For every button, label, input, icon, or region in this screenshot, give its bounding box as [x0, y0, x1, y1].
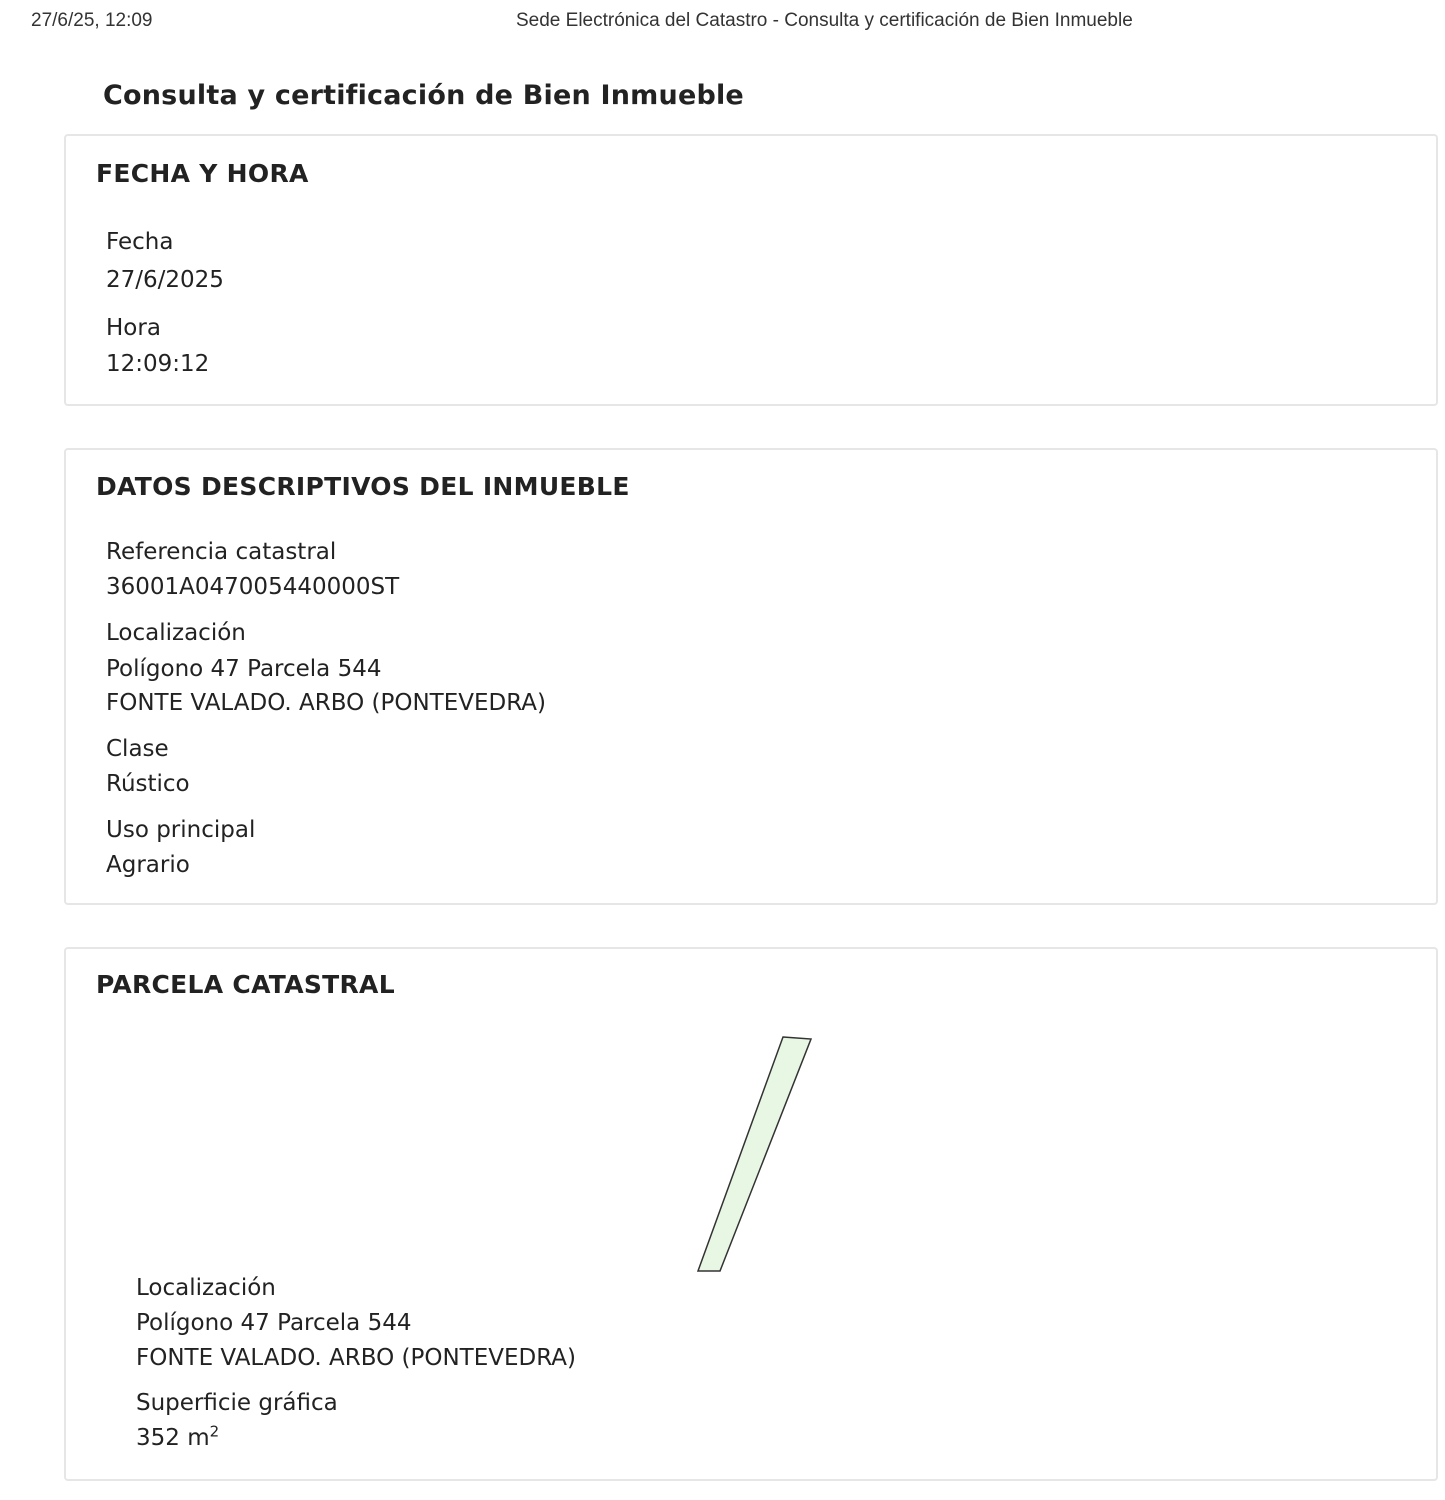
hora-value: 12:09:12	[106, 351, 210, 377]
parcela-localizacion-label: Localización	[136, 1275, 276, 1301]
localizacion-label: Localización	[106, 620, 246, 646]
parcela-heading: PARCELA CATASTRAL	[96, 970, 395, 999]
parcel-shape	[698, 1037, 811, 1271]
parcela-localizacion-line2: FONTE VALADO. ARBO (PONTEVEDRA)	[136, 1345, 576, 1371]
page-title: Consulta y certificación de Bien Inmueble	[103, 80, 744, 111]
datos-descriptivos-panel	[64, 448, 1438, 905]
fecha-label: Fecha	[106, 229, 174, 255]
fecha-hora-heading: FECHA Y HORA	[96, 159, 309, 188]
clase-label: Clase	[106, 736, 169, 762]
print-header	[0, 10, 1445, 36]
referencia-value: 36001A047005440000ST	[106, 574, 400, 600]
parcela-localizacion-line1: Polígono 47 Parcela 544	[136, 1310, 412, 1336]
print-date: 27/6/25, 12:09	[31, 10, 153, 31]
superficie-label: Superficie gráfica	[136, 1390, 338, 1416]
datos-heading: DATOS DESCRIPTIVOS DEL INMUEBLE	[96, 472, 630, 501]
hora-label: Hora	[106, 315, 161, 341]
fecha-hora-panel	[64, 134, 1438, 406]
uso-principal-value: Agrario	[106, 852, 190, 878]
localizacion-line1: Polígono 47 Parcela 544	[106, 656, 382, 682]
uso-principal-label: Uso principal	[106, 817, 256, 843]
fecha-value: 27/6/2025	[106, 267, 224, 293]
clase-value: Rústico	[106, 771, 190, 797]
superficie-number: 352 m	[136, 1425, 210, 1451]
parcela-catastral-panel	[64, 947, 1438, 1481]
referencia-label: Referencia catastral	[106, 539, 337, 565]
print-page-title: Sede Electrónica del Catastro - Consulta y certificación de Bien Inmueble	[516, 10, 1133, 31]
superficie-unit-exponent: 2	[209, 1422, 220, 1441]
localizacion-line2: FONTE VALADO. ARBO (PONTEVEDRA)	[106, 690, 546, 716]
superficie-value	[136, 1422, 220, 1453]
